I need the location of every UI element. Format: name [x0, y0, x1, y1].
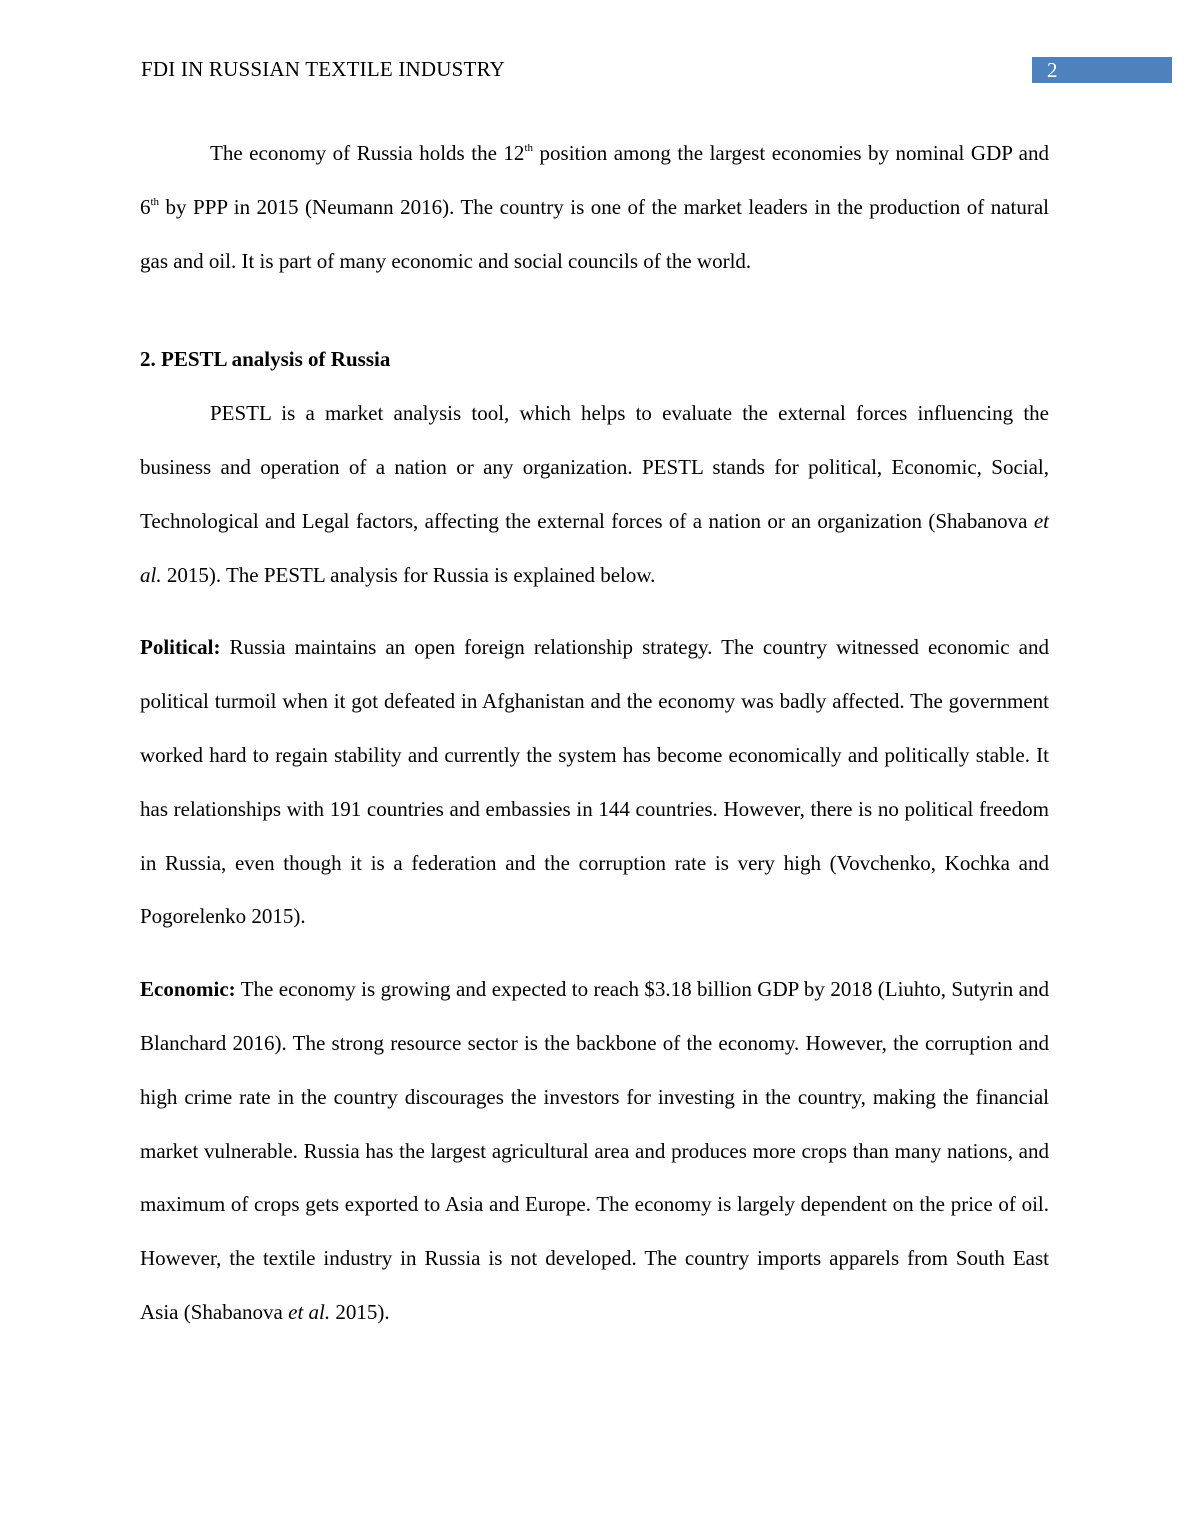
running-header-title: FDI IN RUSSIAN TEXTILE INDUSTRY	[141, 57, 505, 81]
citation-et-al: et al.	[288, 1299, 331, 1324]
superscript-th: th	[150, 195, 160, 208]
economic-text-2: 2015).	[330, 1299, 390, 1324]
pestl-intro-paragraph	[140, 387, 1049, 602]
political-paragraph	[140, 621, 1049, 944]
section-heading: 2. PESTL analysis of Russia	[140, 347, 391, 372]
intro-text-1: The economy of Russia holds the 12	[210, 141, 525, 165]
intro-text-3: by PPP in 2015 (Neumann 2016). The country is one of the market leaders in the production of natural gas and oil. It is part of many economic and social councils of the world.	[140, 194, 1049, 273]
economic-text-1: The economy is growing and expected to reach $3.18 billion GDP by 2018 (Liuhto, Sutyrin and Blanchard 2016). The strong resource sector is the backbone of the economy. However, the corruption and high crime rate in the country discourages the investors for investing in the country, making the financial market vulnerable. Russia has the largest agricultural area and produces more crops than many nations, and maximum of crops gets exported to Asia and Europe. The economy is largely dependent on the price of oil. However, the textile industry in Russia is not developed. The country imports apparels from South East Asia (Shabanova	[140, 977, 1049, 1324]
economic-paragraph	[140, 963, 1049, 1340]
intro-text-2: position among the largest economies by nominal GDP and 6	[140, 141, 1049, 219]
citation-et-al: et al.	[140, 508, 1049, 587]
political-text: Russia maintains an open foreign relationship strategy. The country witnessed economic and political turmoil when it got defeated in Afghanistan and the economy was badly affected. The government worked hard to regain stability and currently the system has become economically and politically stable. It has relationships with 191 countries and embassies in 144 countries. However, there is no political freedom in Russia, even though it is a federation and the corruption rate is very high (Vovchenko, Kochka and Pogorelenko 2015).	[140, 635, 1049, 929]
political-label: Political:	[140, 635, 221, 660]
intro-paragraph	[140, 127, 1049, 288]
economic-label: Economic:	[140, 977, 236, 1002]
pestl-intro-text-1: PESTL is a market analysis tool, which helps to evaluate the external forces influencing the business and operation of a nation or any organization. PESTL stands for political, Economic, Social, Technological and Legal factors, affecting the external forces of a nation or an organization (Shabanova	[140, 401, 1049, 533]
superscript-th: th	[524, 142, 533, 154]
pestl-intro-text-2: 2015). The PESTL analysis for Russia is explained below.	[161, 562, 656, 587]
page-number: 2	[1047, 58, 1058, 82]
document-body	[140, 127, 1049, 1340]
page-number-box	[1032, 57, 1172, 83]
